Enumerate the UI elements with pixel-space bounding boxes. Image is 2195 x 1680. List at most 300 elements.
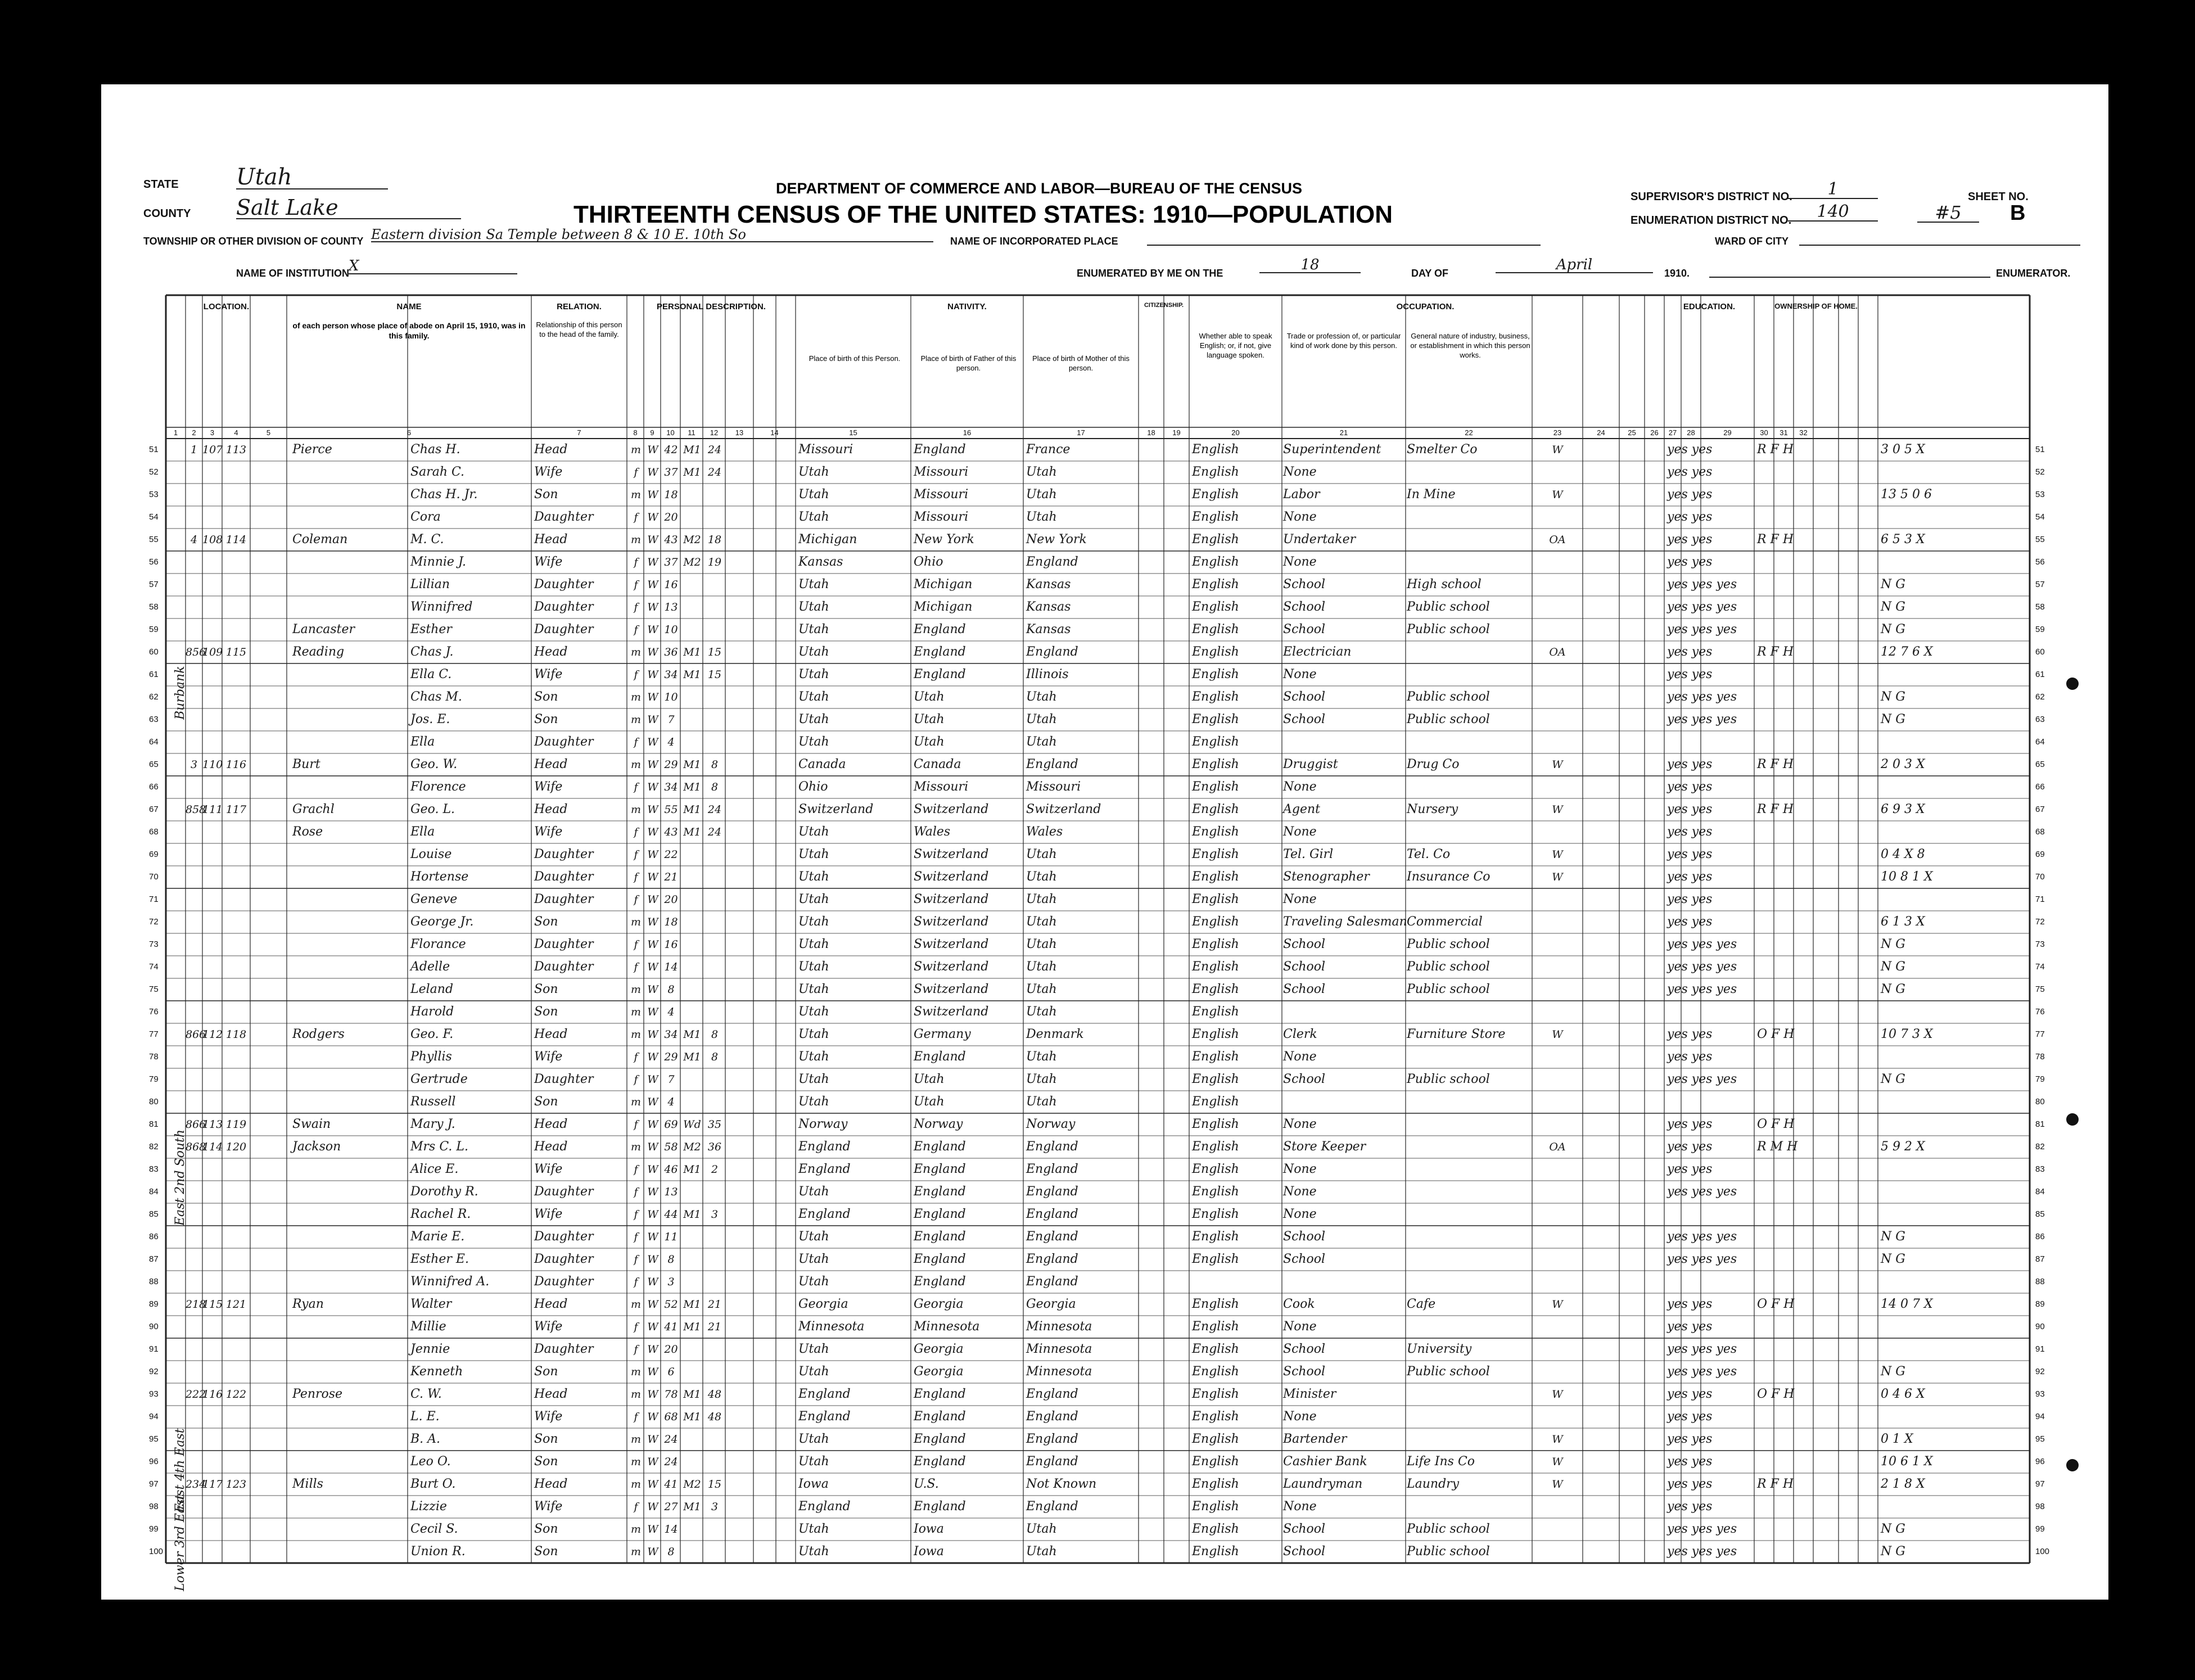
cell-relation: Son: [534, 1432, 558, 1446]
cell-emp: W: [1552, 444, 1563, 456]
line-number-right: 99: [2035, 1524, 2045, 1534]
cell-bf: Switzerland: [914, 915, 989, 929]
cell-family: 122: [225, 1388, 247, 1401]
cell-surname: Reading: [292, 645, 345, 659]
cell-bm: England: [1026, 1162, 1078, 1176]
cell-bp: Utah: [798, 1275, 829, 1289]
cell-years: 8: [711, 758, 719, 771]
cell-sex: f: [634, 1411, 638, 1423]
cell-emp: W: [1552, 1433, 1563, 1446]
cell-given: Lizzie: [410, 1500, 447, 1514]
cell-given: C. W.: [410, 1387, 442, 1401]
cell-bp: Utah: [798, 937, 829, 951]
cell-relation: Son: [534, 690, 558, 704]
cell-lang: English: [1192, 1230, 1239, 1244]
cell-race: W: [647, 736, 658, 748]
cell-bm: Utah: [1026, 712, 1057, 726]
cell-bf: Utah: [914, 735, 945, 749]
cell-relation: Son: [534, 1455, 558, 1469]
column-number: 5: [266, 428, 271, 437]
cell-bm: Utah: [1026, 982, 1057, 996]
cell-age: 78: [664, 1388, 678, 1401]
cell-bp: Iowa: [798, 1477, 829, 1491]
punch-hole: [2066, 1459, 2079, 1471]
cell-age: 21: [664, 871, 678, 883]
cell-bp: Utah: [798, 1072, 829, 1086]
institution-value: X: [349, 259, 517, 274]
line-number-right: 73: [2035, 940, 2045, 949]
cell-tail: 6 1 3 X: [1881, 915, 1925, 929]
cell-relation: Head: [534, 1477, 568, 1491]
cell-lang: English: [1192, 847, 1239, 861]
group-relation: RELATION.: [557, 302, 602, 311]
line-number: 60: [149, 647, 159, 657]
cell-trade: School: [1283, 937, 1326, 951]
line-number-right: 72: [2035, 917, 2045, 927]
sheet-value: #5: [1917, 204, 1979, 223]
cell-ed: yes yes yes: [1667, 982, 1737, 996]
cell-relation: Wife: [534, 1410, 563, 1424]
cell-trade: Labor: [1283, 487, 1320, 502]
cell-bp: Utah: [798, 892, 829, 906]
cell-tail: N G: [1881, 1230, 1905, 1244]
cell-given: Chas M.: [410, 690, 462, 704]
cell-sex: m: [630, 713, 642, 726]
cell-given: Esther E.: [410, 1252, 469, 1266]
cell-bp: Utah: [798, 982, 829, 996]
column-number: 27: [1668, 428, 1677, 437]
cell-lang: English: [1192, 667, 1239, 681]
cell-given: Esther: [410, 622, 452, 636]
cell-given: Harold: [410, 1005, 454, 1019]
cell-trade: School: [1283, 1252, 1326, 1266]
cell-years: 3: [711, 1208, 719, 1221]
cell-trade: Agent: [1283, 802, 1320, 816]
cell-given: Cecil S.: [410, 1522, 458, 1536]
column-number: 13: [735, 428, 744, 437]
line-number-right: 67: [2035, 805, 2045, 814]
cell-race: W: [647, 961, 658, 973]
cell-bm: New York: [1026, 532, 1087, 547]
cell-bp: Utah: [798, 465, 829, 479]
cell-marital: M1: [683, 781, 701, 793]
cell-race: W: [647, 511, 658, 523]
line-number: 68: [149, 827, 159, 837]
cell-trade: None: [1283, 1050, 1317, 1064]
cell-bp: Utah: [798, 622, 829, 636]
cell-lang: English: [1192, 802, 1239, 816]
cell-age: 18: [664, 916, 678, 928]
cell-bp: Utah: [798, 847, 829, 861]
cell-age: 8: [667, 1546, 675, 1558]
cell-tail: N G: [1881, 577, 1905, 591]
cell-bf: England: [914, 667, 966, 681]
line-number-right: 56: [2035, 557, 2045, 567]
cell-sex: f: [634, 1231, 638, 1243]
cell-bm: Utah: [1026, 847, 1057, 861]
cell-bp: Utah: [798, 667, 829, 681]
line-number: 81: [149, 1119, 159, 1129]
cell-relation: Daughter: [534, 1275, 594, 1289]
cell-ed: yes yes: [1667, 465, 1713, 479]
line-number: 93: [149, 1389, 159, 1399]
cell-industry: Cafe: [1407, 1297, 1436, 1311]
line-number: 57: [149, 580, 159, 589]
cell-bf: Utah: [914, 1095, 945, 1109]
cell-bf: Missouri: [914, 487, 969, 502]
cell-bf: Germany: [914, 1027, 971, 1041]
cell-relation: Wife: [534, 1050, 563, 1064]
cell-bf: Switzerland: [914, 982, 989, 996]
cell-marital: M1: [683, 444, 701, 456]
cell-ed: yes yes yes: [1667, 1185, 1737, 1199]
cell-trade: None: [1283, 1117, 1317, 1131]
cell-emp: W: [1552, 1298, 1563, 1311]
cell-age: 4: [667, 1096, 675, 1108]
cell-given: Russell: [410, 1095, 456, 1109]
cell-given: Chas H.: [410, 442, 460, 457]
cell-lang: English: [1192, 1095, 1239, 1109]
cell-bf: Georgia: [914, 1342, 964, 1356]
cell-relation: Son: [534, 1005, 558, 1019]
cell-years: 15: [707, 646, 722, 658]
cell-sex: f: [634, 1073, 638, 1086]
cell-lang: English: [1192, 510, 1239, 524]
cell-marital: M1: [683, 1051, 701, 1063]
cell-bm: Utah: [1026, 1544, 1057, 1559]
cell-sex: m: [630, 1478, 642, 1491]
cell-house: 3: [190, 758, 198, 771]
cell-age: 42: [664, 444, 678, 456]
cell-industry: Laundry: [1407, 1477, 1460, 1491]
state-value: Utah: [236, 166, 388, 189]
cell-bm: Utah: [1026, 870, 1057, 884]
cell-age: 52: [664, 1298, 678, 1311]
cell-lang: English: [1192, 1140, 1239, 1154]
cell-age: 41: [664, 1321, 678, 1333]
line-number-right: 89: [2035, 1299, 2045, 1309]
cell-trade: School: [1283, 982, 1326, 996]
cell-trade: School: [1283, 690, 1326, 704]
cell-lang: English: [1192, 915, 1239, 929]
cell-marital: M1: [683, 1411, 701, 1423]
cell-age: 43: [664, 826, 678, 838]
cell-age: 4: [667, 1006, 675, 1018]
cell-relation: Head: [534, 442, 568, 457]
cell-bf: England: [914, 1140, 966, 1154]
cell-bm: Utah: [1026, 735, 1057, 749]
line-number-right: 77: [2035, 1029, 2045, 1039]
day-of-label: DAY OF: [1411, 268, 1449, 279]
cell-ed: yes yes yes: [1667, 1230, 1737, 1244]
cell-industry: Commercial: [1407, 915, 1483, 929]
cell-relation: Wife: [534, 1320, 563, 1334]
cell-trade: Cook: [1283, 1297, 1315, 1311]
cell-relation: Daughter: [534, 892, 594, 906]
line-number-right: 63: [2035, 715, 2045, 724]
cell-lang: English: [1192, 892, 1239, 906]
cell-bm: England: [1026, 757, 1078, 771]
cell-bp: Utah: [798, 1050, 829, 1064]
cell-dwelling: 117: [202, 1478, 223, 1491]
census-sheet: [101, 84, 2108, 1600]
cell-bp: Canada: [798, 757, 846, 771]
cell-bp: Utah: [798, 1522, 829, 1536]
cell-lang: English: [1192, 870, 1239, 884]
cell-marital: M1: [683, 826, 701, 838]
cell-trade: Tel. Girl: [1283, 847, 1334, 861]
cell-given: Jennie: [410, 1342, 450, 1356]
cell-bp: Utah: [798, 1185, 829, 1199]
cell-ed: yes yes: [1667, 870, 1713, 884]
cell-lang: English: [1192, 1050, 1239, 1064]
cell-relation: Head: [534, 1117, 568, 1131]
cell-lang: English: [1192, 465, 1239, 479]
cell-surname: Penrose: [292, 1387, 343, 1401]
cell-age: 44: [664, 1208, 678, 1221]
cell-bf: England: [914, 1500, 966, 1514]
cell-given: Jos. E.: [410, 712, 450, 726]
cell-given: M. C.: [410, 532, 444, 547]
cell-race: W: [647, 1501, 658, 1513]
column-number: 15: [849, 428, 857, 437]
column-number: 24: [1597, 428, 1605, 437]
cell-ed: yes yes: [1667, 532, 1713, 547]
cell-sex: m: [630, 1298, 642, 1311]
cell-ed: yes yes: [1667, 780, 1713, 794]
line-number: 91: [149, 1344, 159, 1354]
cell-lang: English: [1192, 1117, 1239, 1131]
line-number: 64: [149, 737, 159, 747]
month-value: April: [1496, 258, 1653, 273]
cell-sex: f: [634, 1163, 638, 1176]
cell-given: Hortense: [410, 870, 469, 884]
punch-hole: [2066, 678, 2079, 690]
cell-trade: Electrician: [1283, 645, 1352, 659]
cell-ed: yes yes: [1667, 1297, 1713, 1311]
cell-tail: N G: [1881, 690, 1905, 704]
cell-bm: Utah: [1026, 465, 1057, 479]
cell-trade: None: [1283, 1410, 1317, 1424]
cell-surname: Rose: [292, 825, 323, 839]
line-number-right: 86: [2035, 1232, 2045, 1241]
cell-given: B. A.: [410, 1432, 441, 1446]
cell-ed: yes yes: [1667, 892, 1713, 906]
cell-tail: 2 1 8 X: [1881, 1477, 1925, 1491]
cell-bp: England: [798, 1207, 851, 1221]
cell-bf: England: [914, 1050, 966, 1064]
cell-relation: Daughter: [534, 1185, 594, 1199]
township-label: TOWNSHIP OR OTHER DIVISION OF COUNTY: [143, 236, 364, 247]
cell-bf: Minnesota: [914, 1320, 980, 1334]
cell-given: Mary J.: [410, 1117, 455, 1131]
cell-family: 115: [225, 646, 247, 658]
enumerator-label: ENUMERATOR.: [1996, 268, 2071, 279]
cell-given: Sarah C.: [410, 465, 465, 479]
line-number-right: 51: [2035, 445, 2045, 454]
cell-surname: Lancaster: [292, 622, 355, 636]
cell-ed: yes yes: [1667, 1500, 1713, 1514]
cell-house: 866: [186, 1118, 206, 1131]
cell-relation: Daughter: [534, 1230, 594, 1244]
cell-trade: None: [1283, 825, 1317, 839]
cell-years: 3: [711, 1501, 719, 1513]
cell-industry: In Mine: [1407, 487, 1456, 502]
column-number: 12: [710, 428, 719, 437]
cell-trade: Clerk: [1283, 1027, 1317, 1041]
line-number-right: 64: [2035, 737, 2045, 747]
header-name: of each person whose place of abode on April 15, 1910, was in this family.: [292, 321, 526, 341]
cell-given: Millie: [410, 1320, 446, 1334]
cell-age: 10: [664, 691, 678, 703]
cell-relation: Son: [534, 982, 558, 996]
cell-bf: Georgia: [914, 1365, 964, 1379]
cell-own: R F H: [1757, 645, 1794, 659]
line-number-right: 93: [2035, 1389, 2045, 1399]
cell-given: Leland: [410, 982, 454, 996]
enumeration-district-value: 140: [1788, 204, 1878, 222]
cell-trade: Superintendent: [1283, 442, 1381, 457]
cell-race: W: [647, 1366, 658, 1378]
line-number: 88: [149, 1277, 159, 1286]
group-citizenship: CITIZENSHIP.: [1144, 302, 1184, 309]
cell-given: Winnifred: [410, 600, 473, 614]
cell-race: W: [647, 781, 658, 793]
cell-tail: 5 9 2 X: [1881, 1140, 1925, 1154]
cell-lang: English: [1192, 960, 1239, 974]
cell-own: R F H: [1757, 532, 1794, 547]
cell-bm: Utah: [1026, 1522, 1057, 1536]
cell-bf: Michigan: [914, 577, 973, 591]
cell-ed: yes yes: [1667, 1027, 1713, 1041]
cell-relation: Head: [534, 645, 568, 659]
cell-bm: Kansas: [1026, 622, 1071, 636]
cell-ed: yes yes yes: [1667, 690, 1737, 704]
cell-trade: None: [1283, 1162, 1317, 1176]
column-number: 22: [1465, 428, 1473, 437]
cell-age: 37: [664, 556, 678, 568]
cell-race: W: [647, 579, 658, 591]
line-number: 100: [149, 1547, 164, 1556]
cell-bm: England: [1026, 1230, 1078, 1244]
cell-bm: England: [1026, 1410, 1078, 1424]
cell-relation: Head: [534, 1297, 568, 1311]
cell-race: W: [647, 646, 658, 658]
cell-tail: 10 8 1 X: [1881, 870, 1933, 884]
cell-ed: yes yes: [1667, 1050, 1713, 1064]
cell-ed: yes yes yes: [1667, 577, 1737, 591]
cell-given: Chas H. Jr.: [410, 487, 478, 502]
cell-race: W: [647, 1478, 658, 1491]
cell-ed: yes yes yes: [1667, 960, 1737, 974]
cell-race: W: [647, 444, 658, 456]
cell-given: Phyllis: [410, 1050, 452, 1064]
cell-lang: English: [1192, 690, 1239, 704]
cell-sex: m: [630, 1456, 642, 1468]
cell-sex: f: [634, 1276, 638, 1288]
column-number: 4: [234, 428, 238, 437]
cell-own: R M H: [1757, 1140, 1798, 1154]
cell-age: 43: [664, 534, 678, 546]
cell-bf: England: [914, 1410, 966, 1424]
cell-tail: 10 6 1 X: [1881, 1455, 1933, 1469]
cell-age: 68: [664, 1411, 678, 1423]
cell-sex: f: [634, 848, 638, 861]
cell-given: Ella C.: [410, 667, 452, 681]
cell-tail: N G: [1881, 937, 1905, 951]
cell-race: W: [647, 713, 658, 726]
cell-age: 6: [667, 1366, 675, 1378]
cell-house: 858: [186, 803, 206, 816]
line-number-right: 79: [2035, 1074, 2045, 1084]
cell-tail: 14 0 7 X: [1881, 1297, 1933, 1311]
cell-relation: Son: [534, 1544, 558, 1559]
line-number: 84: [149, 1187, 159, 1196]
line-number: 85: [149, 1209, 159, 1219]
cell-ed: yes yes: [1667, 667, 1713, 681]
cell-age: 34: [664, 1028, 678, 1041]
cell-relation: Head: [534, 1387, 568, 1401]
cell-bp: Utah: [798, 645, 829, 659]
incorporated-place-label: NAME OF INCORPORATED PLACE: [950, 236, 1118, 247]
cell-race: W: [647, 556, 658, 568]
cell-ed: yes yes: [1667, 1320, 1713, 1334]
cell-age: 11: [664, 1231, 678, 1243]
cell-years: 24: [707, 444, 722, 456]
side-annotation: Burbank: [173, 666, 187, 720]
cell-bf: Norway: [914, 1117, 963, 1131]
cell-sex: m: [630, 691, 642, 703]
line-number-right: 83: [2035, 1164, 2045, 1174]
line-number: 65: [149, 760, 159, 769]
line-number-right: 85: [2035, 1209, 2045, 1219]
cell-relation: Daughter: [534, 1072, 594, 1086]
cell-marital: M1: [683, 1208, 701, 1221]
cell-years: 48: [707, 1411, 722, 1423]
cell-given: Kenneth: [410, 1365, 463, 1379]
cell-trade: None: [1283, 510, 1317, 524]
cell-race: W: [647, 826, 658, 838]
cell-sex: f: [634, 736, 638, 748]
cell-race: W: [647, 624, 658, 636]
line-number-right: 100: [2035, 1547, 2050, 1556]
cell-given: Rachel R.: [410, 1207, 471, 1221]
line-number: 54: [149, 512, 159, 522]
cell-bf: England: [914, 1252, 966, 1266]
enumerated-day: 18: [1259, 258, 1361, 273]
cell-race: W: [647, 1231, 658, 1243]
cell-bm: Utah: [1026, 510, 1057, 524]
line-number-right: 96: [2035, 1457, 2045, 1466]
enumerated-label: ENUMERATED BY ME ON THE: [1077, 268, 1223, 279]
cell-family: 121: [225, 1298, 247, 1311]
cell-surname: Grachl: [292, 802, 335, 816]
cell-bp: Utah: [798, 577, 829, 591]
cell-race: W: [647, 1096, 658, 1108]
cell-bm: England: [1026, 645, 1078, 659]
cell-trade: Undertaker: [1283, 532, 1356, 547]
cell-bf: England: [914, 1432, 966, 1446]
cell-industry: Life Ins Co: [1407, 1455, 1475, 1469]
cell-bf: Iowa: [914, 1522, 944, 1536]
cell-sex: f: [634, 601, 638, 613]
cell-bp: Utah: [798, 1455, 829, 1469]
cell-emp: OA: [1549, 646, 1566, 658]
cell-given: Burt O.: [410, 1477, 456, 1491]
line-number: 67: [149, 805, 159, 814]
cell-relation: Son: [534, 1365, 558, 1379]
cell-surname: Mills: [292, 1477, 323, 1491]
